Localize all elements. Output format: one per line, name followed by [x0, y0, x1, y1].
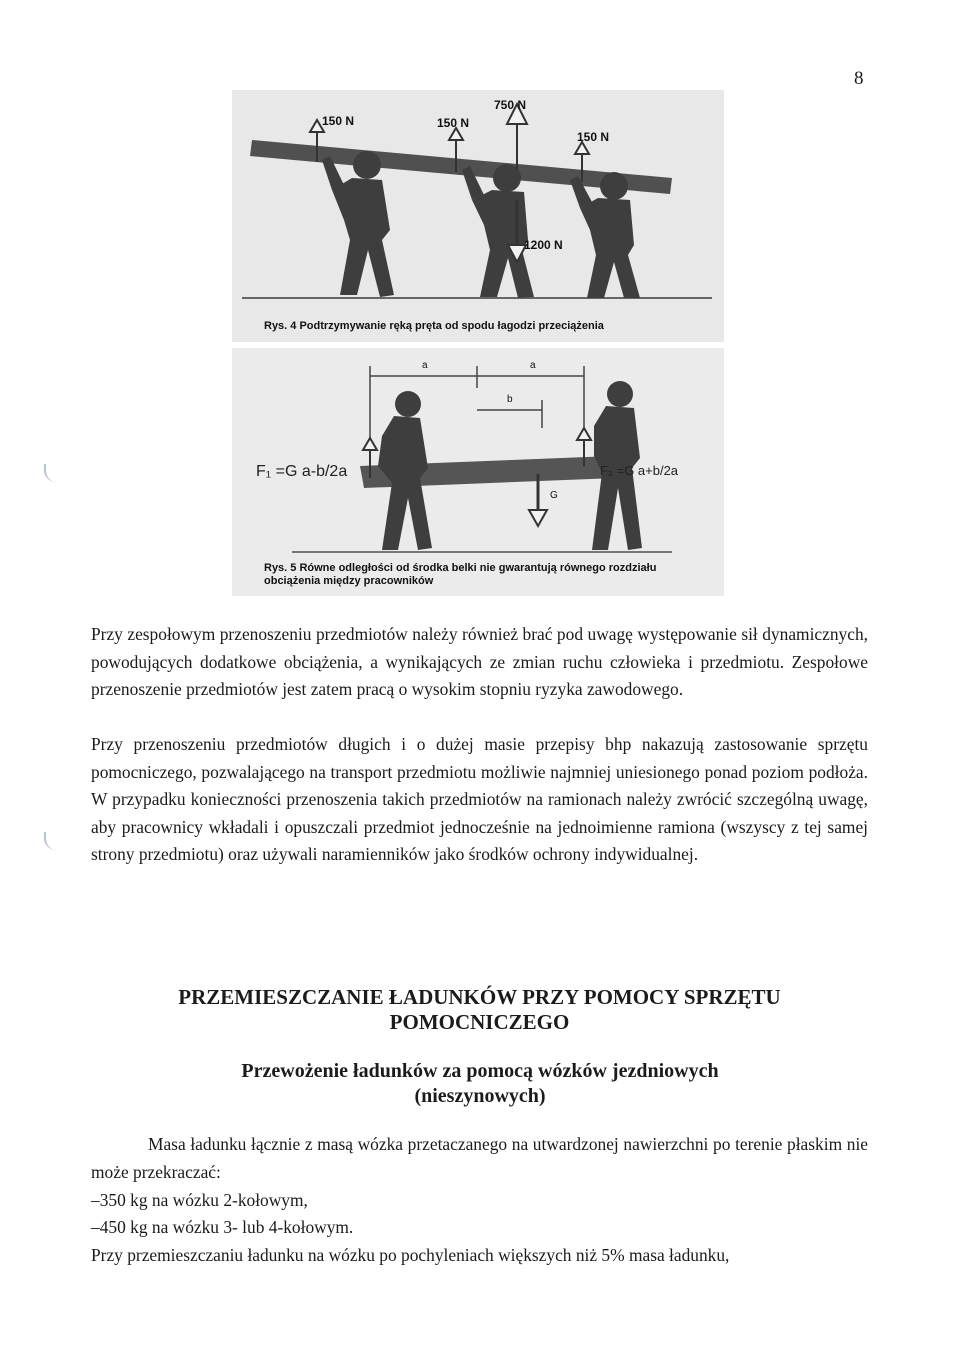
force-label-right: 150 N	[577, 130, 610, 144]
subsection-heading: Przewożenie ładunków za pomocą wózków jezdniowych (nieszynowych)	[241, 1060, 719, 1107]
section-heading: PRZEMIESZCZANIE ŁADUNKÓW PRZY POMOCY SPRZĘTU POMOCNICZEGO	[178, 985, 781, 1034]
paragraph-load-mass: Masa ładunku łącznie z masą wózka przetaczanego na utwardzonej nawierzchni po terenie płaskim nie może przekraczać:	[91, 1134, 868, 1182]
paragraph-team-carrying: Przy zespołowym przenoszeniu przedmiotów należy również brać pod uwagę występowanie sił dynamicznych, powodujących dodatkowe obciążenia, a wynikających ze zmian ruchu człowieka i przedmiotu. Zespołowe przenoszenie przedmiotów jest zatem pracą o wysokim stopniu ryzyka zawodowego.	[91, 624, 868, 699]
dimension-label-a-right: a	[530, 360, 536, 371]
paragraph-slope: Przy przemieszczaniu ładunku na wózku po pochyleniach większych niż 5% masa ładunku,	[91, 1245, 730, 1265]
formula-f2: F₂ =G a+b/2a	[600, 463, 679, 478]
page-number: 8	[854, 68, 864, 89]
margin-mark	[44, 464, 56, 482]
force-label-down: 1200 N	[524, 238, 563, 252]
list-item: –350 kg na wózku 2-kołowym,	[91, 1190, 308, 1210]
figure-workers-carrying-bar	[232, 90, 724, 342]
formula-f1: F₁ =G a-b/2a	[256, 463, 348, 480]
force-label-left: 150 N	[322, 114, 355, 128]
paragraph-long-objects: Przy przenoszeniu przedmiotów długich i o dużej masie przepisy bhp nakazują zastosowanie sprzętu pomocniczego, pozwalającego na transport przedmiotu możliwie najmniej uniesionego ponad poziom podłoża. W przypadku konieczności przenoszenia takich przedmiotów na ramionach należy zwrócić szczególną uwagę, aby pracownicy wkładali i opuszczali przedmiot jednocześnie na jednoimienne ramiona (wszyscy z tej samej strony przedmiotu) oraz używali naramienników jako środków ochrony indywidualnej.	[91, 734, 868, 864]
weight-label-g: G	[550, 490, 558, 501]
force-label-mid: 150 N	[437, 116, 470, 130]
dimension-label-a-left: a	[422, 360, 428, 371]
figure1-caption: Rys. 4 Podtrzymywanie ręką pręta od spodu łagodzi przeciążenia	[264, 320, 604, 332]
margin-mark	[44, 832, 56, 850]
dimension-label-b: b	[507, 394, 513, 405]
force-label-top: 750 N	[494, 98, 527, 112]
figure1-illustration	[232, 90, 724, 342]
figure-two-workers-beam	[232, 348, 724, 596]
figure2-caption: Rys. 5 Równe odległości od środka belki nie gwarantują równego rozdziału obciążenia między pracowników	[264, 562, 657, 587]
list-item: –450 kg na wózku 3- lub 4-kołowym.	[91, 1217, 354, 1237]
